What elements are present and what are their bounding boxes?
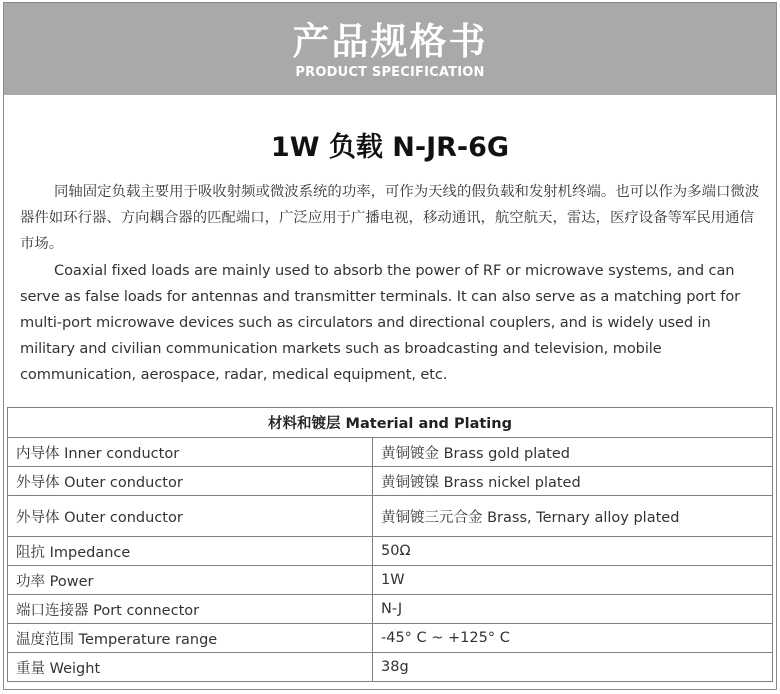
spec-label: 外导体 Outer conductor	[8, 467, 373, 496]
spec-label: 温度范围 Temperature range	[8, 624, 373, 653]
spec-label: 外导体 Outer conductor	[8, 496, 373, 537]
spec-label: 功率 Power	[8, 566, 373, 595]
banner-title-en: PRODUCT SPECIFICATION	[295, 65, 485, 80]
spec-value: 黄铜镀金 Brass gold plated	[373, 438, 773, 467]
banner-title-cn: 产品规格书	[292, 20, 488, 63]
spec-label: 重量 Weight	[8, 653, 373, 682]
table-row	[8, 467, 773, 496]
spec-value: 黄铜镀三元合金 Brass, Ternary alloy plated	[373, 496, 773, 537]
table-header-row	[8, 408, 773, 438]
spec-value: 黄铜镀镍 Brass nickel plated	[373, 467, 773, 496]
spec-value: 38g	[373, 653, 773, 682]
table-row	[8, 537, 773, 566]
spec-value: N-J	[373, 595, 773, 624]
header-banner	[4, 3, 776, 95]
table-row	[8, 595, 773, 624]
spec-label: 内导体 Inner conductor	[8, 438, 373, 467]
description-en: Coaxial fixed loads are mainly used to absorb the power of RF or microwave systems, and can serve as false loads for antennas and transmitter terminals. It can also serve as a matching port for multi-port microwave devices such as circulators and directional couplers, and is widely used in military and civilian communication markets such as broadcasting and television, mobile communication, aerospace, radar, medical equipment, etc.	[20, 262, 741, 383]
table-row	[8, 653, 773, 682]
spec-table	[7, 407, 773, 682]
spec-value: 1W	[373, 566, 773, 595]
spec-value: 50Ω	[373, 537, 773, 566]
spec-label: 阻抗 Impedance	[8, 537, 373, 566]
spec-sheet	[3, 2, 777, 690]
spec-value: -45° C ~ +125° C	[373, 624, 773, 653]
table-row	[8, 496, 773, 537]
description-cn: 同轴固定负载主要用于吸收射频或微波系统的功率，可作为天线的假负载和发射机终端。也可以作为多端口微波器件如环行器、方向耦合器的匹配端口，广泛应用于广播电视，移动通讯，航空航天，雷达，医疗设备等军民用通信市场。	[20, 184, 760, 252]
table-row	[8, 624, 773, 653]
table-row	[8, 566, 773, 595]
table-header: 材料和镀层 Material and Plating	[8, 408, 773, 438]
product-title: 1W 负载 N-JR-6G	[270, 132, 510, 163]
spec-label: 端口连接器 Port connector	[8, 595, 373, 624]
table-row	[8, 438, 773, 467]
